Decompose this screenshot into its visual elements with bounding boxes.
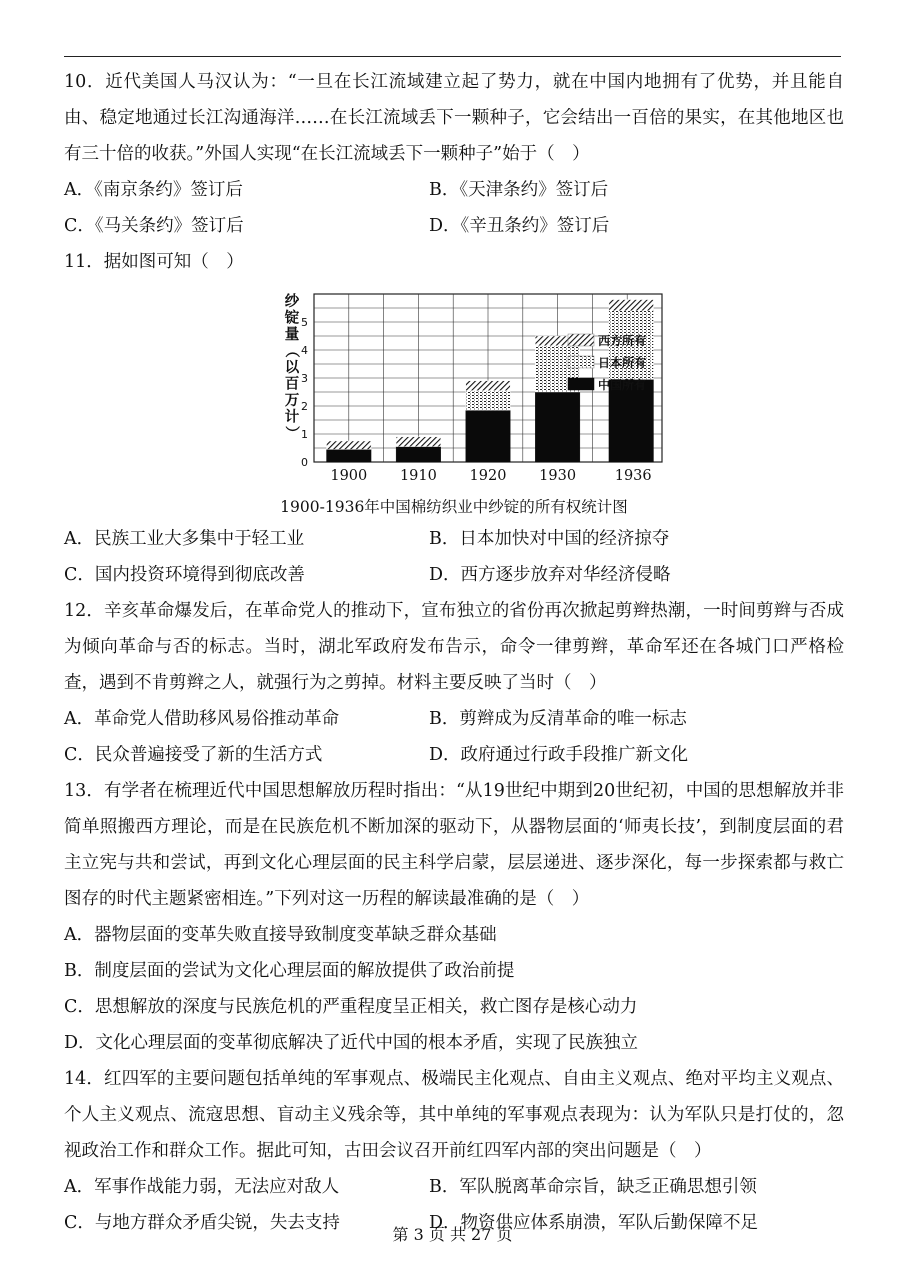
legend-label: 日本所有 bbox=[598, 356, 647, 370]
y-tick-label: 4 bbox=[301, 344, 308, 357]
top-rule bbox=[64, 56, 841, 57]
y-tick-label: 5 bbox=[301, 316, 308, 329]
question-11 bbox=[64, 244, 844, 593]
y-axis-label-char: （ bbox=[283, 343, 299, 358]
y-axis-label-char: 以 bbox=[284, 360, 300, 376]
y-axis-label-char: 万 bbox=[284, 393, 300, 409]
legend-label: 中国所有 bbox=[598, 378, 647, 392]
option-d: D．文化心理层面的变革彻底解决了近代中国的根本矛盾，实现了民族独立 bbox=[64, 1033, 639, 1053]
option-d: D．西方逐步放弃对华经济侵略 bbox=[429, 565, 671, 585]
question-10 bbox=[64, 64, 844, 244]
option-a: A．器物层面的变革失败直接导致制度变革缺乏群众基础 bbox=[64, 925, 497, 945]
chart-title: 1900-1936年中国棉纺织业中纱锭的所有权统计图 bbox=[280, 498, 628, 516]
legend-swatch bbox=[568, 356, 594, 368]
question-11-stem: 11．据如图可知（ ） bbox=[64, 252, 244, 272]
chart-legend bbox=[568, 333, 646, 392]
y-tick-label: 1 bbox=[301, 428, 308, 441]
y-axis-label-char: 量 bbox=[284, 327, 300, 343]
option-d: D．物资供应体系崩溃，军队后勤保障不足 bbox=[429, 1213, 759, 1233]
y-axis-label-char: 计 bbox=[284, 409, 300, 426]
bar-segment bbox=[535, 392, 580, 462]
bar-segment bbox=[327, 449, 372, 462]
bar-segment bbox=[466, 381, 511, 391]
option-c: C．与地方群众矛盾尖锐，失去支持 bbox=[64, 1213, 340, 1233]
y-tick-label: 2 bbox=[301, 400, 308, 413]
question-13-stem: 13．有学者在梳理近代中国思想解放历程时指出：“从19世纪中期到20世纪初，中国的思想解放并非简单照搬西方理论，而是在民族危机不断加深的驱动下，从器物层面的‘师夷长技’，到制度层面的君主立宪与共和尝试，再到文化心理层面的民主科学启蒙，层层递进、逐步深化，每一步探索都与救亡图存的时代主题紧密相连。”下列对这一历程的解读最准确的是（ ） bbox=[64, 781, 844, 909]
bar-segment bbox=[396, 447, 441, 462]
y-axis-label-char: ） bbox=[283, 425, 299, 441]
x-tick-label: 1936 bbox=[614, 468, 652, 484]
option-b: B．军队脱离革命宗旨，缺乏正确思想引领 bbox=[429, 1177, 757, 1197]
option-a: A．革命党人借助移风易俗推动革命 bbox=[64, 709, 340, 729]
x-tick-label: 1910 bbox=[399, 468, 437, 484]
y-tick-label: 0 bbox=[301, 456, 308, 469]
option-a: A．民族工业大多集中于轻工业 bbox=[64, 529, 305, 549]
page-number-footer: 第 3 页 共 27 页 bbox=[392, 1225, 513, 1244]
question-12 bbox=[64, 593, 844, 773]
x-tick-label: 1930 bbox=[539, 468, 577, 484]
bar-segment bbox=[466, 410, 511, 462]
legend-swatch bbox=[568, 378, 594, 390]
option-d: D．《辛丑条约》签订后 bbox=[429, 216, 610, 236]
x-tick-label: 1900 bbox=[330, 468, 368, 484]
y-axis-label-char: 纱 bbox=[284, 294, 300, 310]
y-axis-label-char: 百 bbox=[284, 376, 300, 393]
legend-label: 西方所有 bbox=[598, 334, 647, 348]
bar-segment bbox=[327, 441, 372, 449]
legend-swatch bbox=[568, 334, 594, 346]
question-12-options bbox=[64, 701, 844, 773]
question-13 bbox=[64, 773, 844, 1061]
y-axis-label-char: 锭 bbox=[284, 310, 300, 327]
option-b: B．日本加快对中国的经济掠夺 bbox=[429, 529, 670, 549]
spindle-chart bbox=[64, 280, 844, 495]
option-a: A．军事作战能力弱，无法应对敌人 bbox=[64, 1177, 340, 1197]
y-tick-label: 3 bbox=[301, 372, 308, 385]
option-d: D．政府通过行政手段推广新文化 bbox=[429, 745, 689, 765]
question-12-stem: 12．辛亥革命爆发后，在革命党人的推动下，宣布独立的省份再次掀起剪辫热潮，一时间剪辫与否成为倾向革命与否的标志。当时，湖北军政府发布告示，命令一律剪辫，革命军还在各城门口严格检查，遇到不肯剪辫之人，就强行为之剪掉。材料主要反映了当时（ ） bbox=[64, 601, 844, 693]
question-14 bbox=[64, 1061, 844, 1241]
option-c: C．国内投资环境得到彻底改善 bbox=[64, 565, 305, 585]
question-14-stem: 14．红四军的主要问题包括单纯的军事观点、极端民主化观点、自由主义观点、绝对平均主义观点、个人主义观点、流寇思想、盲动主义残余等，其中单纯的军事观点表现为：认为军队只是打仗的，忽视政治工作和群众工作。据此可知，古田会议召开前红四军内部的突出问题是（ ） bbox=[64, 1069, 844, 1161]
x-tick-label: 1920 bbox=[469, 468, 507, 484]
bar-segment bbox=[609, 300, 654, 311]
question-10-options bbox=[64, 172, 844, 244]
question-10-stem: 10．近代美国人马汉认为：“一旦在长江流域建立起了势力，就在中国内地拥有了优势，并且能自由、稳定地通过长江沟通海洋……在长江流域丢下一颗种子，它会结出一百倍的果实，在其他地区也有三十倍的收获。”外国人实现“在长江流域丢下一颗种子”始于（ ） bbox=[64, 72, 844, 164]
chart-svg bbox=[204, 284, 724, 494]
option-c: C．思想解放的深度与民族危机的严重程度呈正相关，救亡图存是核心动力 bbox=[64, 997, 638, 1017]
option-a: A．《南京条约》签订后 bbox=[64, 180, 243, 200]
bar-segment bbox=[396, 437, 441, 447]
question-11-options bbox=[64, 521, 844, 593]
question-13-options bbox=[64, 917, 844, 1061]
option-b: B．制度层面的尝试为文化心理层面的解放提供了政治前提 bbox=[64, 961, 515, 981]
option-b: B．《天津条约》签订后 bbox=[429, 180, 609, 200]
page-content bbox=[64, 64, 844, 1241]
y-axis-label bbox=[283, 293, 300, 440]
option-b: B．剪辫成为反清革命的唯一标志 bbox=[429, 709, 687, 729]
option-c: C．民众普遍接受了新的生活方式 bbox=[64, 745, 323, 765]
bar-segment bbox=[466, 391, 511, 411]
option-c: C．《马关条约》签订后 bbox=[64, 216, 244, 236]
